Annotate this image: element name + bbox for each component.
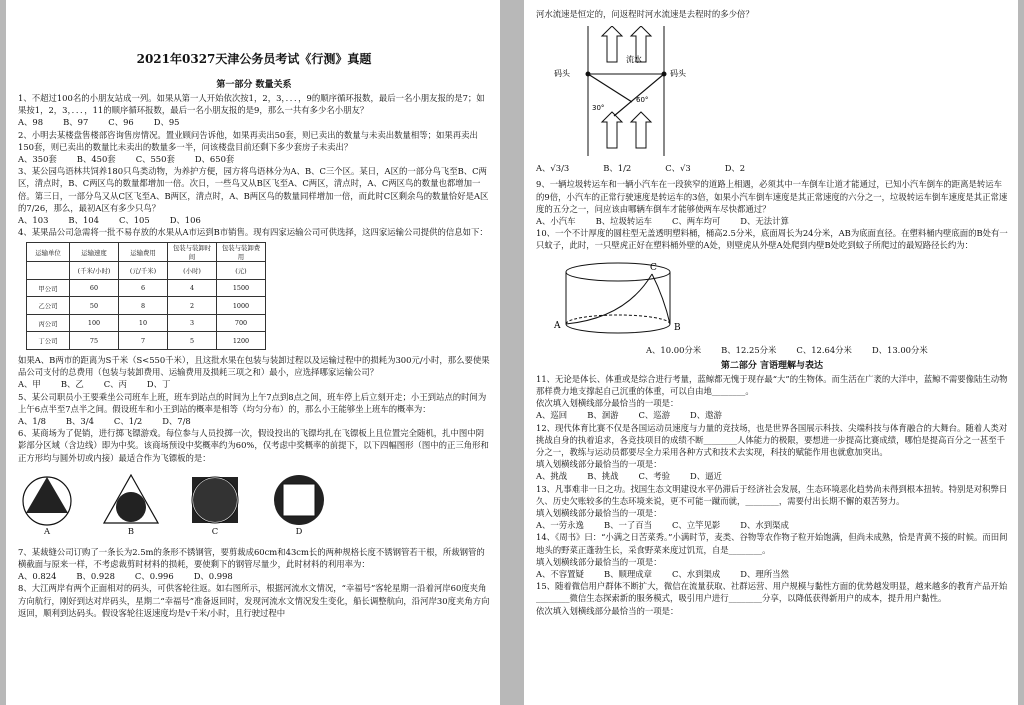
- question-12: 12、现代体育比赛不仅是各国运动员速度与力量的竞技场，也是世界各国展示科技、尖端科技与体育融合的大舞台。随着人类对挑战自身的执着追求，各竞技项目的成绩不断________人体能力的极限，要想进一步提高比赛成绩，哪怕是提高百分之一甚至千分之一，教练与运动员都要尽全力采用各种方式和技术去实现，科技的赋能作用也就愈加突出。: [536, 422, 1008, 458]
- question-2: 2、小明去某楼盘售楼部咨询售房情况。置业顾问告诉他，如果再卖出50套，则已卖出的数量与未卖出数量相等；如果再卖出150套，则已卖出的数量比未卖出的数量多一半，问该楼盘目前还剩下多少套房子未卖出？: [18, 129, 478, 152]
- options-8: A、√3/3 B、1/2 C、√3 D、2: [536, 163, 746, 174]
- options-10: A、10.00分米 B、12.25分米 C、12.64分米 D、13.00分米: [646, 344, 928, 355]
- options-5: A、1/8 B、3/4 C、1/2 D、7/8: [18, 415, 191, 426]
- left-page: [6, 0, 500, 705]
- options-4: A、甲 B、乙 C、丙 D、丁: [18, 379, 171, 390]
- options-11: A、巡回 B、洄游 C、巡游 D、遨游: [536, 410, 722, 421]
- prompt-15: 依次填入划横线部分最恰当的一项是：: [536, 605, 679, 616]
- figure-c: C: [186, 474, 244, 536]
- svg-text:码头: 码头: [554, 69, 570, 79]
- options-2: A、350套 B、450套 C、550套 D、650套: [18, 154, 235, 165]
- table-row: 乙公司 50 8 2 1000: [27, 297, 266, 315]
- river-diagram: [536, 26, 1008, 160]
- question-15: 15、随着微信用户群体不断扩大，微信在流量获取、社群运营、用户规模与黏性方面的优势越发明显，越来越多的教育产品开始________微信生态探索新的服务模式，吸引用户进行________分享，以降低获得新用户的成本，提升用户黏性。: [536, 581, 1008, 604]
- question-5: 5、某公司职员小王要乘坐公司班车上班，班车到站点的时间为上午7点到8点之间，班车停上后立刻开走；小王到站点的时间为上午6点半至7点半之间。假设班车和小王到站的概率是相等（均匀分布）的，那么小王能够坐上班车的概率为：: [18, 391, 487, 414]
- prompt-12: 填入划横线部分最恰当的一项是：: [536, 459, 662, 470]
- question-4: 4、某果品公司急需将一批不易存放的水果从A市运到B市销售。现有四家运输公司可供选择，这四家运输公司提供的信息如下：: [18, 227, 488, 238]
- prompt-14: 填入划横线部分最恰当的一项是：: [536, 556, 662, 567]
- options-3: A、103 B、104 C、105 D、106: [18, 215, 201, 226]
- svg-text:码头: 码头: [670, 69, 686, 79]
- question-1: 1、不超过100名的小朋友站成一列。如果从第一人开始依次按1，2，3，．．．，9的顺序循环报数，最后一名小朋友报的是7；如果按1，2，3，．．．，11的顺序循环报数，最后一名小朋友报的是9，那么一共有多少名小朋友？: [18, 93, 485, 116]
- options-14: A、不容置疑 B、顺理成章 C、水到渠成 D、理所当然: [536, 569, 789, 580]
- svg-text:30°: 30°: [592, 104, 605, 113]
- question-13: 13、凡事难非一日之功。找国生态文明建设水平仍滞后于经济社会发展，生态环境恶化趋势尚未得到根本扭转。特别是对积弊日久、历史欠账较多的生态环境来说，更不可能一蹴而就，________，需要付出长期不懈的艰苦努力。: [536, 483, 1008, 506]
- svg-text:60°: 60°: [636, 96, 649, 105]
- options-9: A、小汽车 B、垃圾转运车 C、两车均可 D、无法计算: [536, 216, 789, 227]
- question-11: 11、无论是体长、体重或是综合进行考量，蓝鲸都无愧于现存最“大”的生物体。而生活在广袤的大洋中，蓝鲸不需要像陆生动物那样费力地支撑起自己沉重的体重，可以自由地________。: [536, 373, 1008, 397]
- dartboard-figures: [18, 474, 490, 536]
- transport-table: 运输单位 运输速度 运输费用 包装与装卸时间 包装与装卸费用 (千米/小时) (元/千米) (小时) (元) 甲公司 60 6 4 1500 乙公司 50 8 2 1000 丙公司 100 10 3 700 丁公司 75 7 5 1200: [26, 242, 266, 350]
- question-10: 10、一个不计厚度的圆柱型无盖透明塑料桶，桶高2.5分米，底面周长为24分米，AB为底面直径。在塑料桶内壁底面的B处有一只蚊子，此时，一只壁虎正好在塑料桶外壁的A处，则壁虎从外壁A处爬到内壁B处吃到蚊子所爬过的最短路径长约为：: [536, 228, 1008, 251]
- prompt-11: 依次填入划横线部分最恰当的一项是：: [536, 398, 679, 409]
- options-1: A、98 B、97 C、96 D、95: [18, 117, 180, 128]
- page-title: 2021年0327天津公务员考试《行测》真题: [136, 52, 372, 66]
- prompt-13: 填入划横线部分最恰当的一项是：: [536, 508, 662, 519]
- svg-text:A: A: [554, 320, 561, 331]
- section-heading: 第一部分 数量关系: [216, 80, 292, 90]
- question-8: 8、大江两岸有两个正面相对的码头，可供客轮往返。如右图所示，根据河流水文情况，“幸福号”客轮星期一沿着河岸60度夹角方向航行，刚好到达对岸码头，星期二“幸福号”准备返回时，发现河流水文情况发生变化，船长调整航向，沿河岸30度夹角方向返回，顺利到达码头。假设客轮往返速度均是v千米/小时，且行驶过程中: [18, 583, 490, 618]
- figure-a: A: [18, 474, 76, 536]
- svg-text:B: B: [674, 322, 681, 333]
- options-13: A、一劳永逸 B、一了百当 C、立竿见影 D、水到渠成: [536, 520, 789, 531]
- table-row: 甲公司 60 6 4 1500: [27, 279, 266, 297]
- table-row: 丁公司 75 7 5 1200: [27, 332, 266, 350]
- question-8-cont: 河水流速是恒定的，问返程时河水流速是去程时的多少倍？: [536, 9, 754, 19]
- options-12: A、挑战 B、挑战 C、考验 D、逼近: [536, 471, 722, 482]
- cylinder-diagram: [536, 258, 1008, 342]
- options-7: A、0.824 B、0.928 C、0.996 D、0.998: [18, 571, 233, 582]
- svg-text:C: C: [650, 262, 657, 273]
- question-7: 7、某裁缝公司订购了一条长为2.5m的条形不锈钢管，要剪裁成60cm和43cm长的两种规格长度不锈钢管若干根，所裁钢管的横截面与原来一样，不考虑裁剪时材料的损耗，要使剩下的钢管尽量少，此时材料的利用率为：: [18, 546, 485, 569]
- question-3: 3、某公园鸟语林共饲养180只鸟类动物，为养护方便，园方将鸟语林分为A、B、C三个区。某日，A区的一部分鸟飞至B、C两区，清点时，B、C两区鸟的数量都增加一倍。次日，一些鸟又从B区飞至A、C两区，清点时，A、C两区鸟的数量也都增加一倍。第三日，一部分鸟又从C区飞至A、B两区，清点时，A、B两区鸟的数量同样增加一倍，而此时C区剩余鸟的数量恰好是A区的7/26，那么，最初A区有多少只鸟？: [18, 166, 489, 213]
- right-page: [524, 0, 1018, 705]
- svg-text:流水: 流水: [626, 55, 642, 65]
- question-14: 14、《周书》曰：“小满之日苦菜秀。”小满时节，麦类、谷物等农作物子粒开始饱满，但尚未成熟，恰是青黄不接的时候。而田间地头的野菜正蓬勃生长，采食野菜来度过饥荒，自是________。: [536, 532, 1008, 555]
- question-6: 6、某商场为了促销，进行掷飞镖游戏。每位参与人员投掷一次，假设投出的飞镖均扎在飞镖板上且位置完全随机，扎中图中阴影部分区域（含边线）即为中奖。该商场预设中奖概率约为60%，仅考虑中奖概率的前提下，以下四幅图形（图中的正三角形和正方形均与圆外切或内接）最适合作为飞镖板的是：: [18, 428, 489, 463]
- figure-b: B: [102, 474, 160, 536]
- section-heading-2: 第二部分 言语理解与表达: [720, 360, 824, 371]
- figure-d: D: [270, 474, 328, 536]
- table-row: 丙公司 100 10 3 700: [27, 314, 266, 332]
- question-4-text: 如果A、B两市的距离为S千米（S<550千米），且这批水果在包装与装卸过程以及运输过程中的损耗为300元/小时，那么要使果品公司支付的总费用（包装与装卸费用、运输费用及损耗三项之和）最小，应选择哪家运输公司？: [18, 354, 490, 378]
- question-9: 9、一辆垃圾转运车和一辆小汽车在一段狭窄的道路上相遇，必须其中一车倒车让道才能通过，已知小汽车倒车的距离是转运车的9倍，小汽车的正常行驶速度是转运车的3倍，如果小汽车倒车速度是其正常速度的六分之一，垃圾转运车倒车速度是其正常速度的五分之一，问应该由哪辆车倒车才能够使两车尽快都通过？: [536, 179, 1008, 214]
